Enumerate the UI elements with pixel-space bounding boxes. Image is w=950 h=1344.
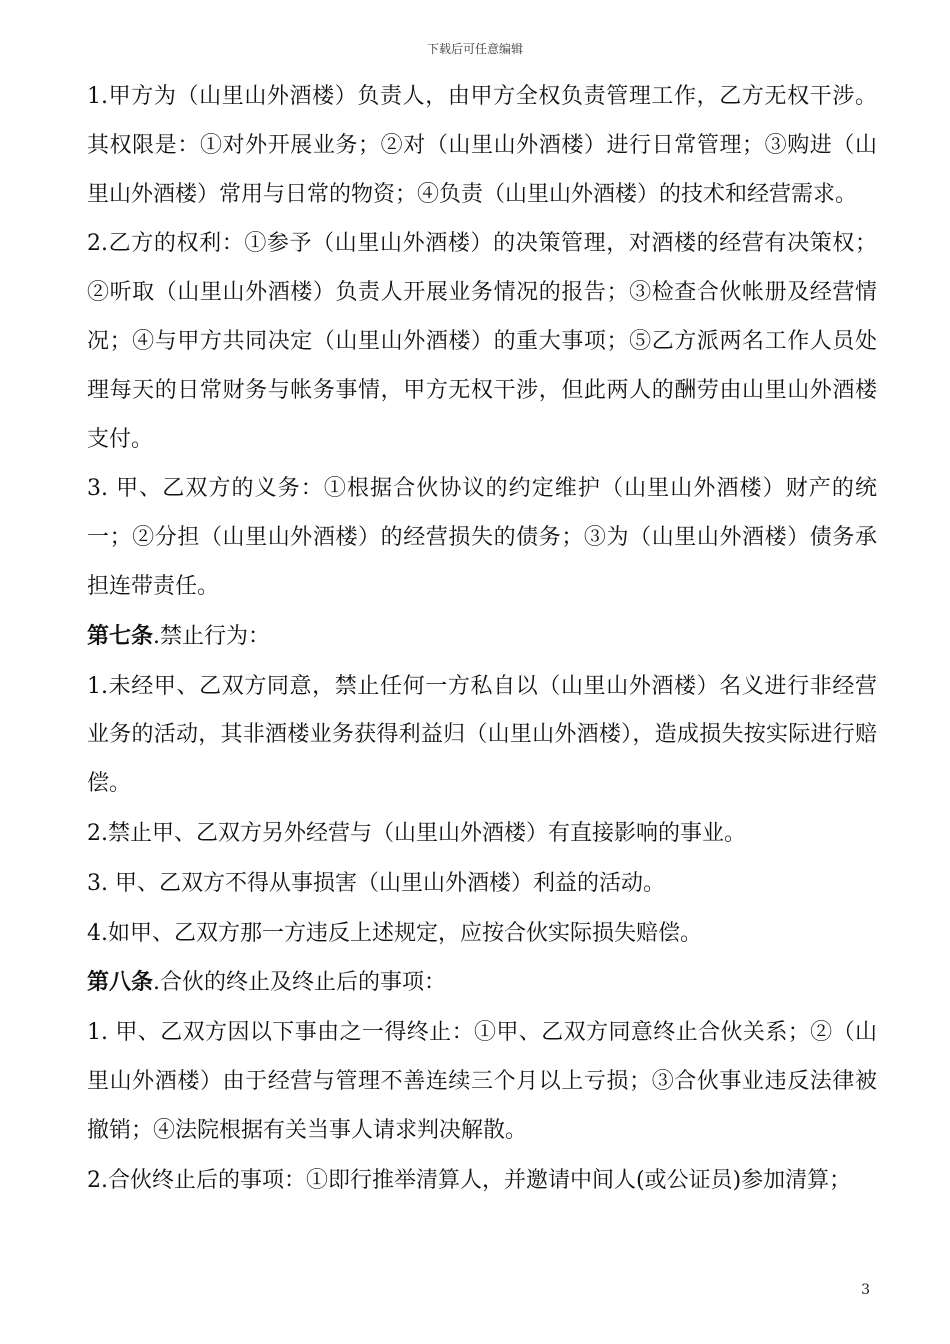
document-body	[87, 72, 877, 1205]
article-label: 第七条	[87, 622, 154, 649]
article-eight-heading	[87, 958, 877, 1008]
paragraph-text: 3. 甲、乙双方不得从事损害（山里山外酒楼）利益的活动。	[87, 870, 665, 896]
paragraph-seventh-article-item-3	[87, 859, 877, 909]
paragraph-text: 1.未经甲、乙双方同意，禁止任何一方私自以（山里山外酒楼）名义进行非经营业务的活动，其非酒楼业务获得利益归（山里山外酒楼），造成损失按实际进行赔偿。	[87, 673, 877, 797]
paragraph-seventh-article-item-1	[87, 662, 877, 809]
page-number: 3	[861, 1282, 870, 1298]
article-label: 第八条	[87, 969, 154, 996]
page-header: 下载后可任意编辑	[426, 42, 523, 56]
paragraph-text: 1.甲方为（山里山外酒楼）负责人，由甲方全权负责管理工作，乙方无权干涉。其权限是：①对外开展业务；②对（山里山外酒楼）进行日常管理；③购进（山里山外酒楼）常用与日常的物资；④负责（山里山外酒楼）的技术和经营需求。	[87, 84, 877, 207]
article-seven-heading	[87, 612, 877, 662]
paragraph-sixth-article-item-2	[87, 219, 877, 464]
paragraph-seventh-article-item-2	[87, 809, 877, 859]
paragraph-text: 1. 甲、乙双方因以下事由之一得终止：①甲、乙双方同意终止合伙关系；②（山里山外酒楼）由于经营与管理不善连续三个月以上亏损；③合伙事业违反法律被撤销；④法院根据有关当事人请求判决解散。	[87, 1020, 877, 1143]
paragraph-text: 4.如甲、乙双方那一方违反上述规定，应按合伙实际损失赔偿。	[87, 920, 702, 946]
paragraph-sixth-article-item-3	[87, 464, 877, 611]
paragraph-text: 2.乙方的权利：①参予（山里山外酒楼）的决策管理，对酒楼的经营有决策权；②听取（山里山外酒楼）负责人开展业务情况的报告；③检查合伙帐册及经营情况；④与甲方共同决定（山里山外酒楼）的重大事项；⑤乙方派两名工作人员处理每天的日常财务与帐务事情，甲方无权干涉，但此两人的酬劳由山里山外酒楼支付。	[87, 231, 877, 452]
paragraph-eighth-article-item-2	[87, 1156, 877, 1206]
paragraph-text: 2.合伙终止后的事项：①即行推举清算人，并邀请中间人(或公证员)参加清算；	[87, 1167, 852, 1193]
paragraph-seventh-article-item-4	[87, 909, 877, 959]
article-title: .合伙的终止及终止后的事项：	[153, 970, 447, 996]
article-title: .禁止行为：	[153, 623, 271, 649]
paragraph-sixth-article-item-1	[87, 72, 877, 219]
paragraph-eighth-article-item-1	[87, 1008, 877, 1155]
paragraph-text: 3. 甲、乙双方的义务：①根据合伙协议的约定维护（山里山外酒楼）财产的统一；②分担（山里山外酒楼）的经营损失的债务；③为（山里山外酒楼）债务承担连带责任。	[87, 476, 877, 599]
paragraph-text: 2.禁止甲、乙双方另外经营与（山里山外酒楼）有直接影响的事业。	[87, 820, 746, 846]
